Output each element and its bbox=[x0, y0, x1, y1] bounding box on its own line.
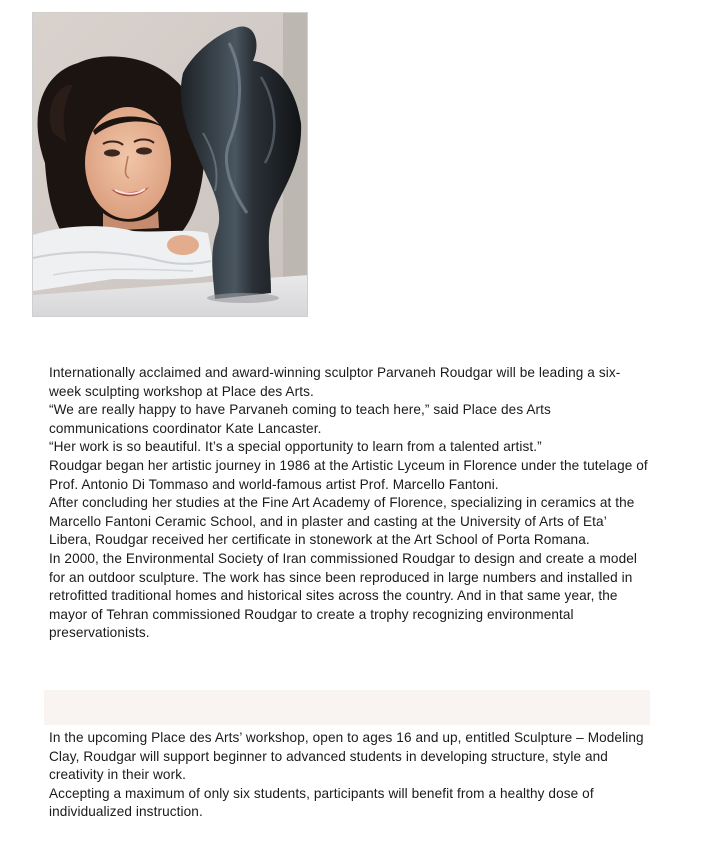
article-paragraph: In the upcoming Place des Arts’ workshop, open to ages 16 and up, entitled Sculpture – Modeling Clay, Roudgar will support beginner to advanced students in developing structure, style and creativity in their work. bbox=[49, 730, 644, 783]
article-paragraph: Accepting a maximum of only six students, participants will benefit from a healthy dose of individualized instruction. bbox=[49, 785, 594, 820]
article-paragraph: “We are really happy to have Parvaneh coming to teach here,” said Place des Arts communications coordinator Kate Lancaster. bbox=[49, 402, 551, 436]
article-paragraph: In 2000, the Environmental Society of Iran commissioned Roudgar to design and create a model for an outdoor sculpture. The work has since been reproduced in large numbers and installed in retrofitted traditional homes and historical sites across the country. And in that same year, the mayor of Tehran commissioned Roudgar to create a trophy recognizing environmental preservationists. bbox=[49, 550, 638, 641]
artist-photo bbox=[32, 12, 308, 317]
separator-band bbox=[44, 690, 650, 725]
sculptor-with-sculpture-image bbox=[33, 13, 308, 317]
article-paragraph: “Her work is so beautiful. It’s a special opportunity to learn from a talented artist.” bbox=[49, 439, 542, 455]
article-paragraph: After concluding her studies at the Fine Art Academy of Florence, specializing in ceramics at the Marcello Fantoni Ceramic School, and in plaster and casting at the University of Arts of Eta’ Libera, Roudgar received her certificate in stonework at the Art School of Porta Romana. bbox=[49, 495, 635, 548]
article-body bbox=[49, 364, 649, 643]
article-paragraph: Internationally acclaimed and award-winning sculptor Parvaneh Roudgar will be leading a six-week sculpting workshop at Place des Arts. bbox=[49, 365, 621, 399]
article-body-continued bbox=[49, 729, 649, 822]
article-paragraph: Roudgar began her artistic journey in 1986 at the Artistic Lyceum in Florence under the tutelage of Prof. Antonio Di Tommaso and world-famous artist Prof. Marcello Fantoni. bbox=[49, 457, 648, 492]
